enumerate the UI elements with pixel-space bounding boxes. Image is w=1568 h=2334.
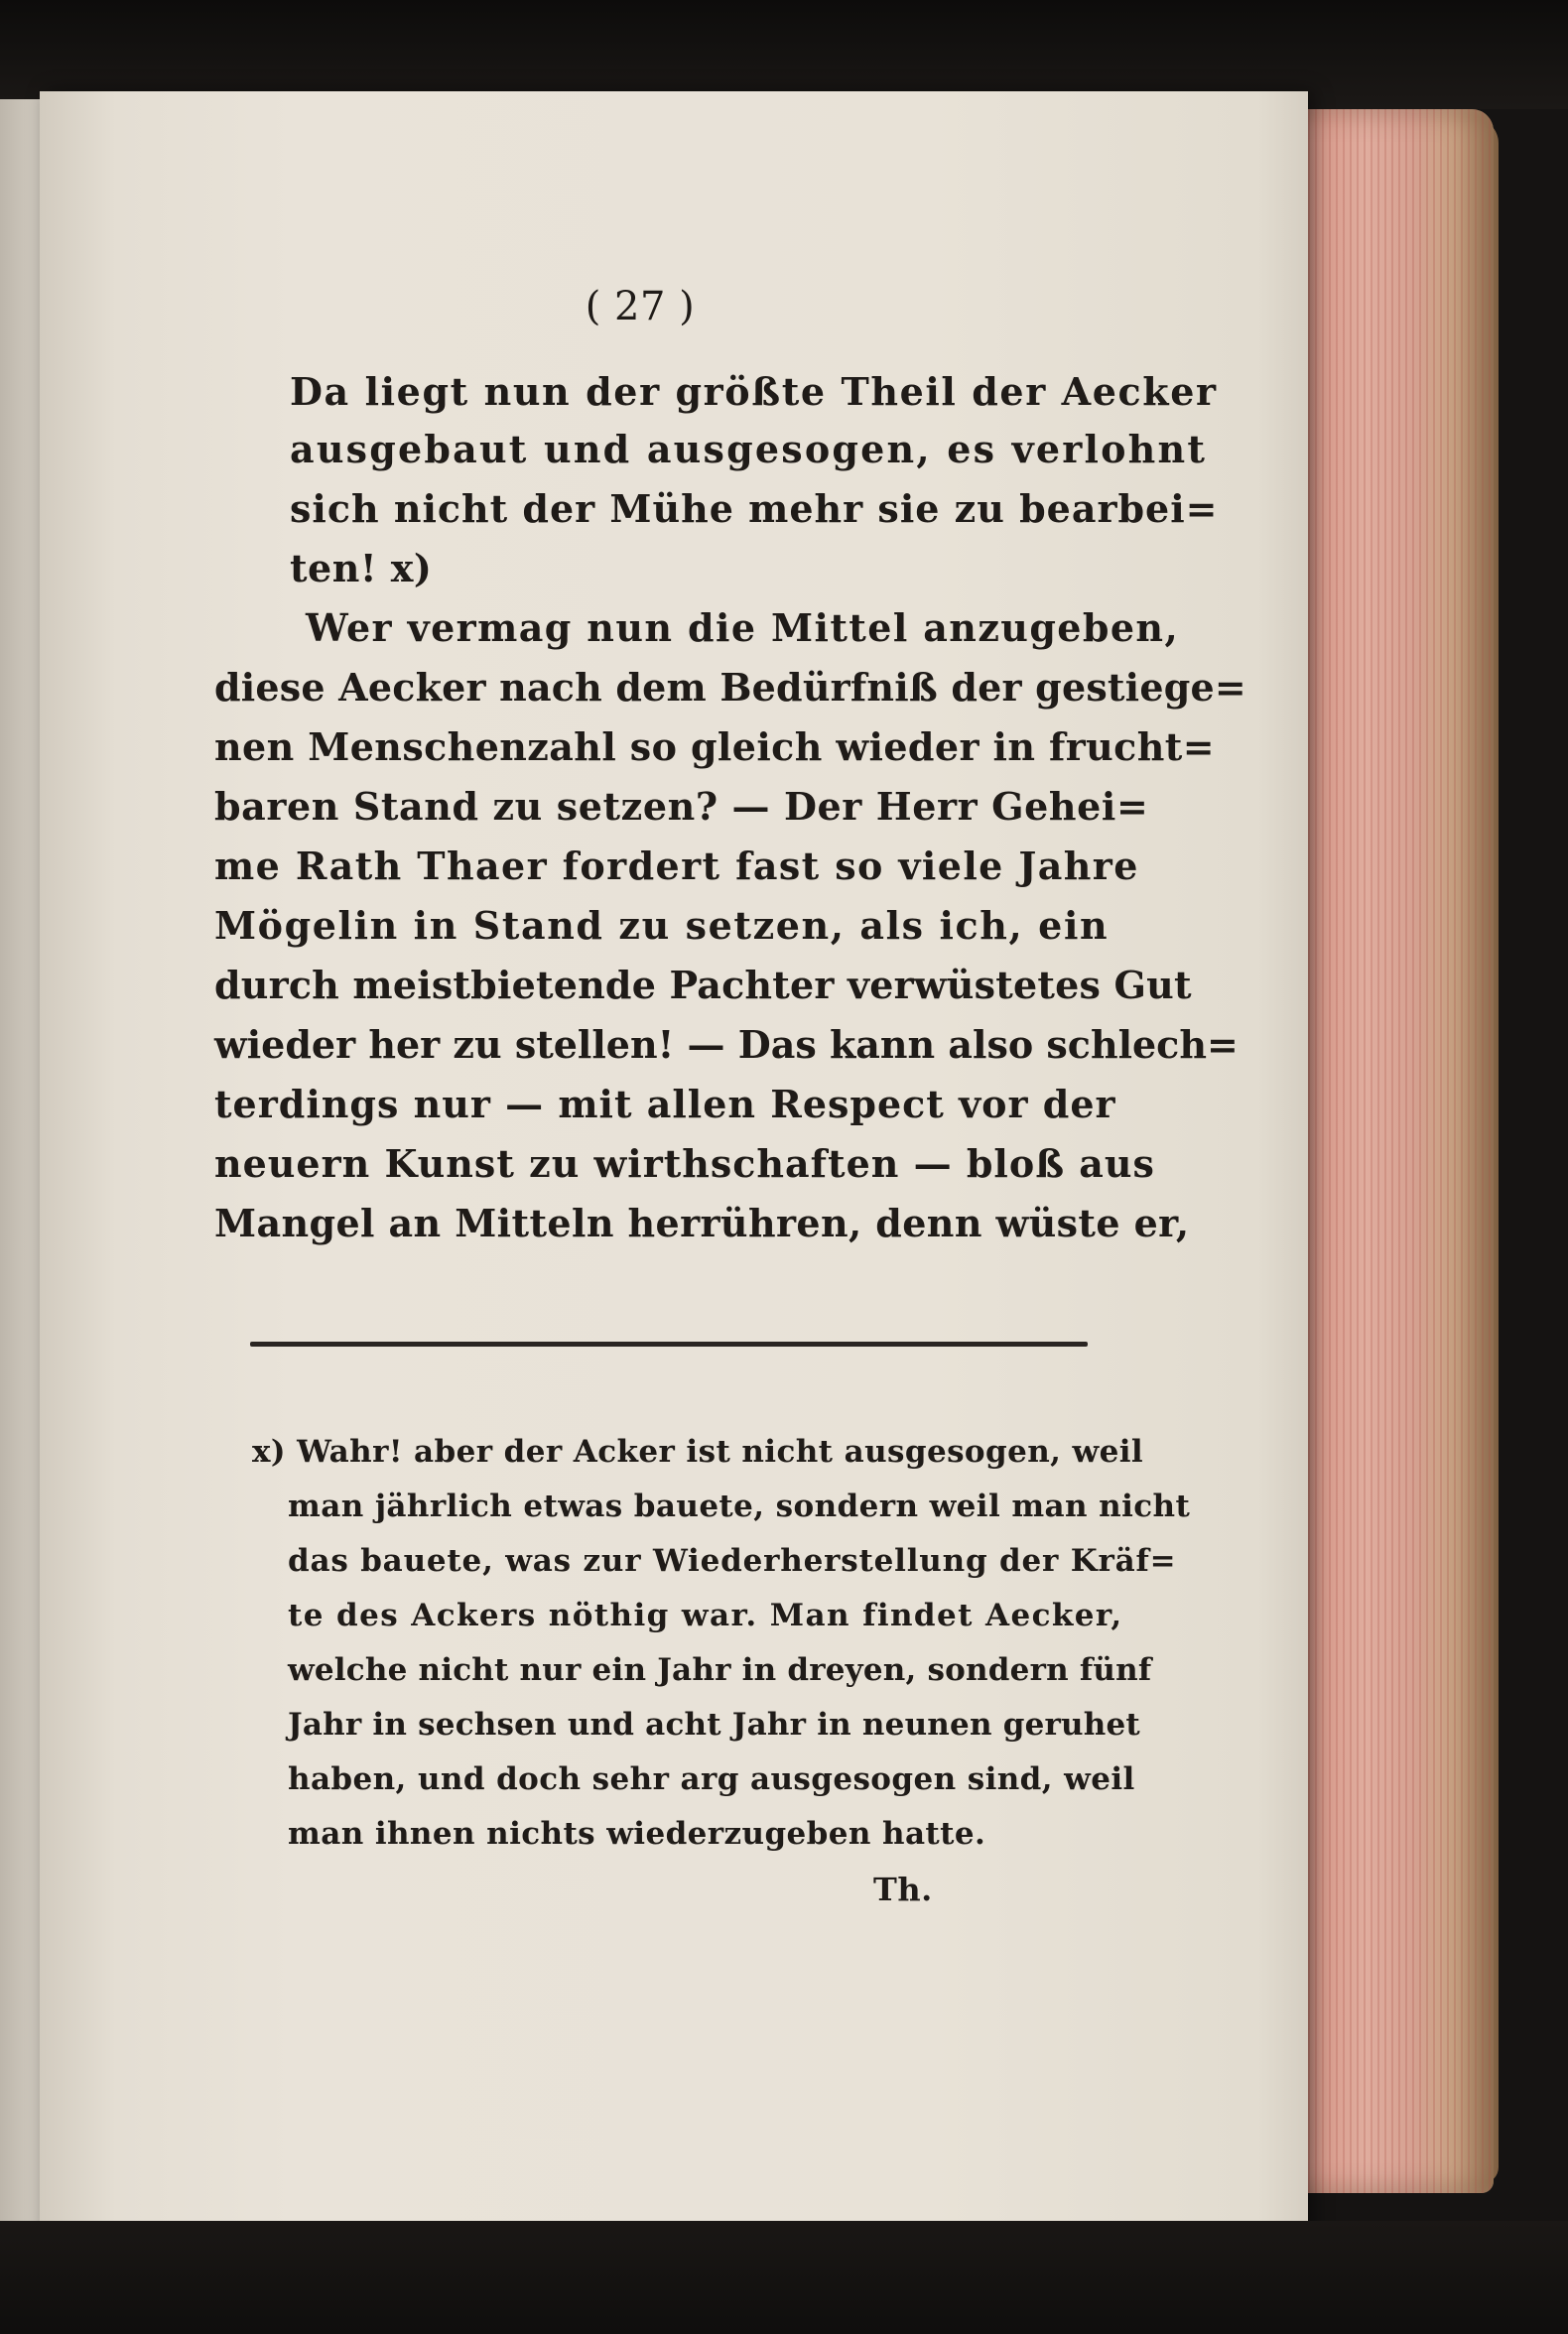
- body-line: nen Menschenzahl so gleich wieder in frucht=: [214, 724, 1215, 769]
- footnote-line: Jahr in sechsen und acht Jahr in neunen geruhet: [288, 1707, 1140, 1743]
- body-line: neuern Kunst zu wirthschaften — bloß aus: [214, 1141, 1155, 1186]
- footnote-line: man ihnen nichts wiederzugeben hatte.: [288, 1816, 986, 1852]
- bottom-shadow: [0, 2221, 1568, 2334]
- body-line: wieder her zu stellen! — Das kann also schlech=: [214, 1022, 1239, 1067]
- body-line: Da liegt nun der größte Theil der Aecker: [290, 369, 1218, 414]
- footnote-divider: [250, 1342, 1088, 1347]
- body-line: me Rath Thaer fordert fast so viele Jahre: [214, 843, 1139, 888]
- footnote-line: das bauete, was zur Wiederherstellung der Kräf=: [288, 1543, 1177, 1579]
- footnote-line: te des Ackers nöthig war. Man findet Aecker,: [288, 1598, 1123, 1633]
- page-number-header: ( 27 ): [585, 284, 696, 329]
- body-line: sich nicht der Mühe mehr sie zu bearbei=: [290, 486, 1219, 531]
- footnote-line: x) Wahr! aber der Acker ist nicht ausgesogen, weil: [252, 1434, 1144, 1470]
- footnote-line: welche nicht nur ein Jahr in dreyen, sondern fünf: [288, 1652, 1152, 1688]
- body-line: Mangel an Mitteln herrühren, denn wüste er,: [214, 1201, 1190, 1245]
- footnote-line: man jährlich etwas bauete, sondern weil man nicht: [288, 1489, 1191, 1524]
- body-line: Wer vermag nun die Mittel anzugeben,: [306, 605, 1180, 650]
- footnote-signature: Th.: [873, 1871, 933, 1908]
- body-line: terdings nur — mit allen Respect vor der: [214, 1082, 1116, 1126]
- footnote-line: haben, und doch sehr arg ausgesogen sind, weil: [288, 1761, 1135, 1797]
- body-line: baren Stand zu setzen? — Der Herr Gehei=: [214, 784, 1149, 829]
- page-fore-edge: [1280, 109, 1494, 2193]
- body-line: durch meistbietende Pachter verwüstetes Gut: [214, 963, 1192, 1007]
- body-line: ten! x): [290, 546, 433, 590]
- body-line: diese Aecker nach dem Bedürfniß der gestiege=: [214, 665, 1246, 710]
- body-line: ausgebaut und ausgesogen, es verlohnt: [290, 427, 1208, 471]
- body-line: Mögelin in Stand zu setzen, als ich, ein: [214, 903, 1110, 948]
